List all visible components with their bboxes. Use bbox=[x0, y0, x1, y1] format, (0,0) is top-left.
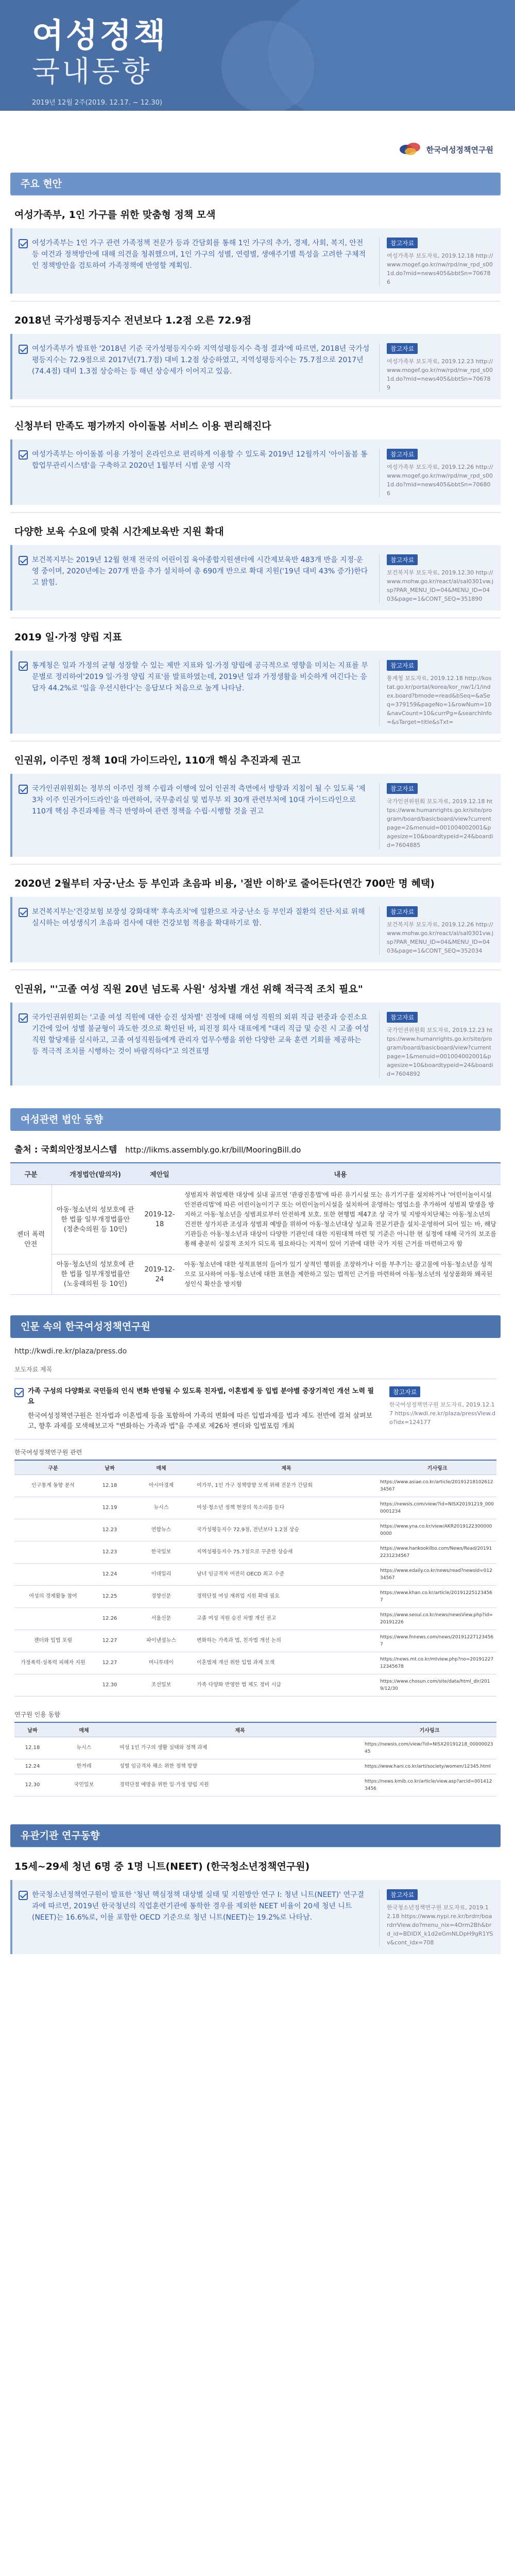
institute-item-title: 가족 구성의 다양화로 국민들의 인식 변화 반영될 수 있도록 친자법, 이혼법제 등 입법 분야별 중장기적인 개선 노력 필요 bbox=[28, 1387, 374, 1405]
media-title: 국가성평등지수 72.9점, 전년보다 1.2점 상승 bbox=[195, 1519, 378, 1541]
media-group bbox=[14, 1674, 92, 1697]
law-date: 2019-12-18 bbox=[139, 1185, 180, 1255]
institute-item-body: 한국여성정책연구원은 친자법과 이혼법제 등을 포함하여 가족의 변화에 따른 입법과제를 법과 제도 전반에 걸쳐 살펴보고, 향후 과제를 모색해보고자 "변화하는 가족과 법"을 주제로 제26차 젠더와 입법포럼 개최 bbox=[28, 1412, 373, 1430]
news-item bbox=[10, 618, 501, 734]
media2-col-outlet: 매체 bbox=[50, 1722, 117, 1737]
media-col-date: 날짜 bbox=[92, 1460, 128, 1475]
law-row bbox=[10, 1255, 501, 1295]
media-outlet: 한국일보 bbox=[128, 1541, 195, 1564]
media-col-outlet: 매체 bbox=[128, 1460, 195, 1475]
media-title: 여성·청소년 정책 현장의 목소리를 듣다 bbox=[195, 1497, 378, 1519]
check-icon bbox=[19, 239, 28, 248]
media-row bbox=[14, 1475, 496, 1497]
institute-url[interactable]: http://kwdi.re.kr/plaza/press.do bbox=[14, 1347, 127, 1355]
law-bill: 아동·청소년의 성보호에 관한 법률 일부개정법률안 (노웅래의원 등 10인) bbox=[52, 1255, 139, 1295]
media2-title: 경력단절 예방을 위한 일·가정 양립 지원 bbox=[117, 1774, 363, 1797]
news-title: 2020년 2월부터 자궁·난소 등 부인과 초음파 비용, '절반 이하'로 줄어든다(연간 700만 명 혜택) bbox=[14, 878, 435, 889]
news-body: 여성가족부는 1인 가구 관련 가족정책 전문가 등과 간담회를 통해 1인 가구의 추가, 경제, 사회, 복지, 안전 등 여건과 정책방안에 대해 의견을 청취했으며, 1인 가구의 성별, 연령별, 생애주기별 특성을 고려한 구체적인 정책방안을 검토하여 가족정책에 반영할 계획임. bbox=[32, 239, 366, 270]
media-link[interactable]: https://newsis.com/view/?id=NISX20191219_0000001234 bbox=[378, 1497, 496, 1519]
section-related-research: 유관기관 연구동향 bbox=[10, 1824, 501, 1847]
media-link[interactable]: https://www.chosun.com/site/data/html_dir/2019/12/30 bbox=[378, 1674, 496, 1697]
media-row bbox=[14, 1564, 496, 1586]
news-body-box bbox=[10, 439, 501, 505]
media-group bbox=[14, 1608, 92, 1630]
news-item bbox=[10, 970, 501, 1086]
news-body-box bbox=[10, 651, 501, 734]
media-row bbox=[14, 1630, 496, 1652]
news-body: 여성가족부는 아이돌봄 이용 가정이 온라인으로 편리하게 이용할 수 있도록 2019년 12월까지 '아이돌봄 통합업무관리시스템'을 구축하고 2020년 1월부터 시범 운영 시작 bbox=[32, 450, 368, 470]
news-title: 다양한 보육 수요에 맞춰 시간제보육반 지원 확대 bbox=[14, 526, 224, 537]
news-title: 2019 일·가정 양립 지표 bbox=[14, 632, 122, 643]
news-title: 인권위, "'고졸 여성 직원 20년 넘도록 사원' 성차별 개선 위해 적극적 조치 필요" bbox=[14, 984, 363, 995]
law-table bbox=[10, 1162, 501, 1295]
news-item bbox=[10, 195, 501, 294]
news-body-box bbox=[10, 545, 501, 611]
media2-col-link: 기사링크 bbox=[363, 1722, 496, 1737]
law-source-line bbox=[10, 1131, 501, 1162]
media-title: 지역성평등지수 75.7점으로 꾸준한 상승세 bbox=[195, 1541, 378, 1564]
media-date: 12.27 bbox=[92, 1630, 128, 1652]
check-icon bbox=[19, 450, 28, 460]
media-date: 12.18 bbox=[92, 1475, 128, 1497]
media2-outlet: 한겨레 bbox=[50, 1759, 117, 1774]
news-body-box bbox=[10, 774, 501, 857]
law-bill: 아동·청소년의 성보호에 관한 법률 일부개정법률안 (정춘숙의원 등 10인) bbox=[52, 1185, 139, 1255]
media-col-title: 제목 bbox=[195, 1460, 378, 1475]
law-col-date: 제안일 bbox=[139, 1163, 180, 1185]
source-badge: 참고자료 bbox=[387, 660, 418, 671]
media-link[interactable]: https://www.seoul.co.kr/news/newsView.php?id=20191226 bbox=[378, 1608, 496, 1630]
media-group bbox=[14, 1564, 92, 1586]
news-body-box bbox=[10, 228, 501, 294]
media-row bbox=[14, 1586, 496, 1608]
source-badge: 참고자료 bbox=[387, 1012, 418, 1023]
media-link[interactable]: https://news.mt.co.kr/mtview.php?no=2019122712345678 bbox=[378, 1652, 496, 1674]
news-body: 보건복지부는 2019년 12월 현재 전국의 어린이집 육아종합지원센터에 시간제보육반 483개 반을 지정·운영 중이며, 2020년에는 207개 반을 추가 설치하여 총 690개 반으로 확대 지원('19년 대비 43% 증가)한다고 밝힘. bbox=[32, 556, 368, 587]
news-body: 여성가족부가 발표한 '2018년 기준 국가성평등지수와 지역성평등지수 측정 결과'에 따르면, 2018년 국가성평등지수는 72.9점으로 2017년(71.7점) 대비 1.2점 상승하였고, 지역성평등지수는 75.7점으로 2017년(74.4점) 대비 1.3점 상승하는 등 해년 상승세가 이어지고 있음. bbox=[32, 345, 370, 376]
media-date: 12.24 bbox=[92, 1564, 128, 1586]
section-law-trends: 여성관련 법안 동향 bbox=[10, 1108, 501, 1131]
source-badge: 참고자료 bbox=[387, 783, 418, 794]
media-title: 이혼법제 개선 위한 입법 과제 모색 bbox=[195, 1652, 378, 1674]
media-group bbox=[14, 1541, 92, 1564]
check-icon bbox=[19, 908, 28, 917]
news-source[interactable]: 보건복지부 보도자료, 2019.12.30 http://www.mohw.go.kr/react/al/sal0301vw.jsp?PAR_MENU_ID=04&MENU_ID=0403&page=1&CONT_SEQ=351890 bbox=[387, 569, 493, 602]
media-outlet: 머니투데이 bbox=[128, 1652, 195, 1674]
media-link[interactable]: https://www.edaily.co.kr/news/read?newsId=01234567 bbox=[378, 1564, 496, 1586]
law-content: 아동·청소년에 대한 성적표현의 들어가 있기 상적인 행위를 조장하거나 이를 부추기는 광고물에 아동·청소년을 성적으로 묘사하여 아동·청소년에 대한 표현을 제한하고 있는 법적인 근거를 마련하여 아동·청소년의 성상품화와 왜곡된 성인식 확산을 방지함 bbox=[180, 1255, 501, 1295]
media2-link[interactable]: https://news.kmib.co.kr/article/view.asp?arcid=0014123456 bbox=[363, 1774, 496, 1797]
news-source[interactable]: 여성가족부 보도자료, 2019.12.18 http://www.mogef.go.kr/nw/rpd/nw_rpd_s001d.do?mid=news405&bbtSn=706786 bbox=[387, 252, 493, 285]
media-group: 인구통계 동향 분석 bbox=[14, 1475, 92, 1497]
media2-date: 12.24 bbox=[14, 1759, 50, 1774]
media-col-link: 기사링크 bbox=[378, 1460, 496, 1475]
media-link[interactable]: https://www.hankookilbo.com/News/Read/201912231234567 bbox=[378, 1541, 496, 1564]
media-link[interactable]: https://www.asiae.co.kr/article/2019121810261234567 bbox=[378, 1475, 496, 1497]
institute-item-source[interactable]: 한국여성정책연구원 보도자료, 2019.12.17 https://kwdi.re.kr/plaza/pressView.do?idx=124177 bbox=[389, 1401, 496, 1426]
news-source[interactable]: 통계청 보도자료, 2019.12.18 http://kostat.go.kr/portal/korea/kor_nw/1/1/index.board?bmode=read&bSeq=&aSeq=379159&pageNo=1&rowNum=10&navCount=10&currPg=&searchInfo=&sTarget=title&sTxt= bbox=[387, 675, 492, 725]
check-icon bbox=[19, 785, 28, 794]
media-outlet: 이데일리 bbox=[128, 1564, 195, 1586]
news-body: 국가인권위원회는 '고졸 여성 직원에 대한 승진 성차별' 진정에 대해 여성 직원의 외위 직급 편중과 승진소요기간에 있어 성별 불균형이 과도한 것으로 확인된 바, 피진정 회사 대표에게 "대리 직급 및 승진 시 고졸 여성 직원 할당제를 실시하고, 고졸 여성직원들에게 관리자 업무수행을 위한 다양한 교육 훈련 기회를 제공하는 등 적극적 조치를 시행하는 것이 바람직하다"고 의견표명 bbox=[32, 1013, 369, 1056]
media2-title: 성별 임금격차 해소 위한 정책 방향 bbox=[117, 1759, 363, 1774]
media-group bbox=[14, 1519, 92, 1541]
media-title: 남녀 임금격차 여전히 OECD 최고 수준 bbox=[195, 1564, 378, 1586]
media-group bbox=[14, 1497, 92, 1519]
media-link[interactable]: https://www.fnnews.com/news/201912271234567 bbox=[378, 1630, 496, 1652]
media-row bbox=[14, 1674, 496, 1697]
law-date: 2019-12-24 bbox=[139, 1255, 180, 1295]
section-main-issues: 주요 현안 bbox=[10, 173, 501, 195]
media-outlet: 아시아경제 bbox=[128, 1475, 195, 1497]
check-icon bbox=[19, 662, 28, 671]
media-date: 12.25 bbox=[92, 1586, 128, 1608]
media2-row bbox=[14, 1774, 496, 1797]
media-table bbox=[14, 1460, 496, 1697]
media-row bbox=[14, 1519, 496, 1541]
media-date: 12.27 bbox=[92, 1652, 128, 1674]
header-banner bbox=[0, 0, 515, 111]
media-outlet: 서울신문 bbox=[128, 1608, 195, 1630]
media-title: 변화하는 가족과 법, 친자법 개선 논의 bbox=[195, 1630, 378, 1652]
news-source[interactable]: 국가인권위원회 보도자료, 2019.12.23 https://www.humanrights.go.kr/site/program/board/basicboard/view?currentpage=1&menuid=001004002001&pagesize=10&boardtypeid=24&boardid=7604892 bbox=[387, 1027, 493, 1077]
media-link[interactable]: https://www.khan.co.kr/article/201912251234567 bbox=[378, 1586, 496, 1608]
media2-table-caption: 연구원 인용 동향 bbox=[14, 1711, 60, 1718]
media-date: 12.30 bbox=[92, 1674, 128, 1697]
law-content: 성범죄자 취업제한 대상에 실내 골프연 '관광진흥법'에 따른 유기시설 또는 유기기구를 설치하거나 '어린이놀이시설 안전관리법'에 따른 어린이놀이기구 또는 어린이놀이시설을 설치하여 운영하는 영업소를 추가하여 성범죄 발생을 방지하고 아동·청소년을 성범죄로부터 안전하게 보호. 또한 현행법 제47조 상 국가 및 지방자치단체는 아동·청소년의 건전한 성가치관 조성과 성범죄 예방을 위하여 아동·청소년대상 성교육 전문기관을 설치·운영하여 되어 있는 바, 해당 기관들은 아동·청소년과 대상이 다양한 기관인데 대한 지원대책 마련 및 기준은 아니한 현 실정에 대해 국가의 보조를 통해 충분히 실질적 조치가 되도록 필요하다는 지적이 있어 기관에 대한 국가 지원 근거를 마련하고자 함 bbox=[180, 1185, 501, 1255]
media-link[interactable]: https://www.yna.co.kr/view/AKR20191223000000000 bbox=[378, 1519, 496, 1541]
media-outlet: 조선일보 bbox=[128, 1674, 195, 1697]
institute-item bbox=[14, 1379, 496, 1439]
check-icon bbox=[19, 345, 28, 354]
institute-category: 보도자료 제목 bbox=[14, 1366, 53, 1373]
news-title: 인권위, 이주민 정책 10대 가이드라인, 110개 핵심 추진과제 권고 bbox=[14, 755, 301, 766]
org-logo bbox=[400, 142, 493, 157]
news-title: 신청부터 만족도 평가까지 아이돌봄 서비스 이용 편리해진다 bbox=[14, 420, 271, 432]
law-row bbox=[10, 1185, 501, 1255]
news-item bbox=[10, 512, 501, 611]
law-category: 젠더 폭력 안전 bbox=[10, 1185, 52, 1295]
org-name: 한국여성정책연구원 bbox=[426, 145, 493, 155]
news-list bbox=[0, 195, 515, 1086]
law-col-content: 내용 bbox=[180, 1163, 501, 1185]
related-body-box bbox=[10, 1880, 501, 1954]
media-row bbox=[14, 1608, 496, 1630]
news-item bbox=[10, 301, 501, 399]
media-group: 여성의 경제활동 참여 bbox=[14, 1586, 92, 1608]
source-badge: 참고자료 bbox=[387, 554, 418, 565]
source-badge: 참고자료 bbox=[387, 238, 418, 248]
news-body-box bbox=[10, 1003, 501, 1086]
check-icon bbox=[19, 1013, 28, 1023]
media-outlet: 뉴시스 bbox=[128, 1497, 195, 1519]
source-badge: 참고자료 bbox=[387, 906, 418, 917]
media-group: 가정폭력·성폭력 피해자 지원 bbox=[14, 1652, 92, 1674]
media2-date: 12.18 bbox=[14, 1737, 50, 1759]
section-institute-news: 인문 속의 한국여성정책연구원 bbox=[10, 1315, 501, 1338]
related-body: 한국청소년정책연구원이 발표한 '청년 핵심정책 대상별 실태 및 지원방안 연구 I: 청년 니트(NEET)' 연구결과에 따르면, 2019년 한국청년의 직업훈련기관에 통학한 경우를 제외한 NEET 비율이 20세 청년 니트(NEET)는 16.6%로, 이를 포함한 OECD 기준으로 청년 니트(NEET)는 19.2%로 나타남. bbox=[32, 1891, 365, 1922]
page-title: 여성정책 bbox=[32, 17, 168, 55]
media-table-caption: 한국여성정책연구원 관련 bbox=[14, 1449, 82, 1456]
media-outlet: 경향신문 bbox=[128, 1586, 195, 1608]
news-title: 2018년 국가성평등지수 전년보다 1.2점 오른 72.9점 bbox=[14, 315, 252, 326]
media2-outlet: 뉴시스 bbox=[50, 1737, 117, 1759]
news-body: 통계청은 일과 가정의 균형 성장할 수 있는 제반 지표와 일·가정 양립에 공극적으로 영향을 미치는 지표를 부문별로 정리하여'2019 일·가정 양립 지표'를 발표하였는데, 2019년 일과 가정생활을 비슷하게 여긴다는 응답자 44.2%로 '일을 우선시한다'는 응답보다 처음으로 높게 나타남. bbox=[32, 662, 368, 692]
news-body: 국가인권위원회는 정부의 이주민 정책 수립과 이행에 있어 인권적 측면에서 방향과 지침이 될 수 있도록 '제3차 이주 인권가이드라인'을 마련하여, 국무총리실 및 법무부 외 30개 관련부처에 10대 가이드라인으로 110개 핵심 추진과제를 적극 반영하여 관련 정책을 수립·시행할 것을 권고 bbox=[32, 785, 366, 816]
media-outlet: 파이낸셜뉴스 bbox=[128, 1630, 195, 1652]
law-source-url[interactable]: http://likms.assembly.go.kr/bill/MooringBill.do bbox=[125, 1145, 301, 1155]
media2-row bbox=[14, 1737, 496, 1759]
law-col-bill: 개정법안(발의자) bbox=[52, 1163, 139, 1185]
check-icon bbox=[19, 1891, 28, 1900]
media-date: 12.19 bbox=[92, 1497, 128, 1519]
logo-icon bbox=[400, 142, 422, 157]
media2-row bbox=[14, 1759, 496, 1774]
source-badge: 참고자료 bbox=[387, 1889, 418, 1900]
media2-col-date: 날짜 bbox=[14, 1722, 50, 1737]
news-source[interactable]: 여성가족부 보도자료, 2019.12.26 http://www.mogef.go.kr/nw/rpd/nw_rpd_s001d.do?mid=news405&bbtSn=706806 bbox=[387, 464, 493, 497]
media2-link[interactable]: https://newsis.com/view/?id=NISX20191218_0000002345 bbox=[363, 1737, 496, 1759]
news-body: 보건복지부는'건강보험 보장성 강화대책' 후속조치'에 일환으로 자궁·난소 등 부인과 질환의 진단·치료 위해 실시하는 여성생식기 초음파 검사에 대한 건강보험 적용을 확대하기로 함. bbox=[32, 908, 365, 927]
law-source-label: 출처 : 국회의안정보시스템 bbox=[14, 1145, 117, 1155]
check-icon bbox=[19, 556, 28, 565]
media-date: 12.23 bbox=[92, 1519, 128, 1541]
media-title: 여가부, 1인 가구 정책방향 모색 위해 전문가 간담회 bbox=[195, 1475, 378, 1497]
media2-table bbox=[14, 1722, 496, 1797]
media-row bbox=[14, 1541, 496, 1564]
source-badge: 참고자료 bbox=[389, 1386, 420, 1397]
source-badge: 참고자료 bbox=[387, 449, 418, 460]
news-title: 여성가족부, 1인 가구를 위한 맞춤형 정책 모색 bbox=[14, 209, 216, 221]
media2-date: 12.30 bbox=[14, 1774, 50, 1797]
media-date: 12.23 bbox=[92, 1541, 128, 1564]
media-date: 12.26 bbox=[92, 1608, 128, 1630]
media-title: 고졸 여성 직원 승진 차별 개선 권고 bbox=[195, 1608, 378, 1630]
media2-outlet: 국민일보 bbox=[50, 1774, 117, 1797]
news-body-box bbox=[10, 334, 501, 399]
media-row bbox=[14, 1497, 496, 1519]
issue-date: 2019년 12월 2주(2019. 12.17. ~ 12.30) bbox=[32, 99, 163, 107]
media2-link[interactable]: https://www.hani.co.kr/arti/society/women/12345.html bbox=[363, 1759, 496, 1774]
media-title: 가족 다양화 반영한 법 제도 정비 시급 bbox=[195, 1674, 378, 1697]
related-title: 15세~29세 청년 6명 중 1명 니트(NEET) (한국청소년정책연구원) bbox=[14, 1861, 310, 1872]
media-title: 경력단절 여성 재취업 지원 확대 필요 bbox=[195, 1586, 378, 1608]
news-body-box bbox=[10, 897, 501, 962]
news-item bbox=[10, 864, 501, 962]
media2-title: 여성 1인 가구의 생활 실태와 정책 과제 bbox=[117, 1737, 363, 1759]
news-source[interactable]: 여성가족부 보도자료, 2019.12.23 http://www.mogef.go.kr/nw/rpd/nw_rpd_s001d.do?mid=news405&bbtSn=706789 bbox=[387, 358, 493, 391]
news-source[interactable]: 국가인권위원회 보도자료, 2019.12.18 https://www.humanrights.go.kr/site/program/board/basicboard/view?currentpage=2&menuid=001004002001&pagesize=10&boardtypeid=24&boardid=7604885 bbox=[387, 798, 493, 849]
media-group: 젠더와 입법 포럼 bbox=[14, 1630, 92, 1652]
media2-col-title: 제목 bbox=[117, 1722, 363, 1737]
media-row bbox=[14, 1652, 496, 1674]
law-col-category: 구분 bbox=[10, 1163, 52, 1185]
related-source[interactable]: 한국청소년정책연구원 보도자료, 2019.12.18 https://www.nypi.re.kr/brdrr/boardrrView.do?menu_nix=4Orm2Bh&brd_id=BDIDX_k1d2eGmNLDpH9gR1YSv&cont_idx=708 bbox=[387, 1904, 493, 1946]
media-col-group: 구분 bbox=[14, 1460, 92, 1475]
media-outlet: 연합뉴스 bbox=[128, 1519, 195, 1541]
news-item bbox=[10, 406, 501, 505]
check-icon bbox=[14, 1388, 24, 1397]
source-badge: 참고자료 bbox=[387, 343, 418, 354]
page-subtitle: 국내동향 bbox=[32, 55, 152, 89]
news-source[interactable]: 보건복지부 보도자료, 2019.12.26 http://www.mohw.go.kr/react/al/sal0301vw.jsp?PAR_MENU_ID=04&MENU_ID=0403&page=1&CONT_SEQ=352034 bbox=[387, 921, 493, 954]
news-item bbox=[10, 741, 501, 857]
